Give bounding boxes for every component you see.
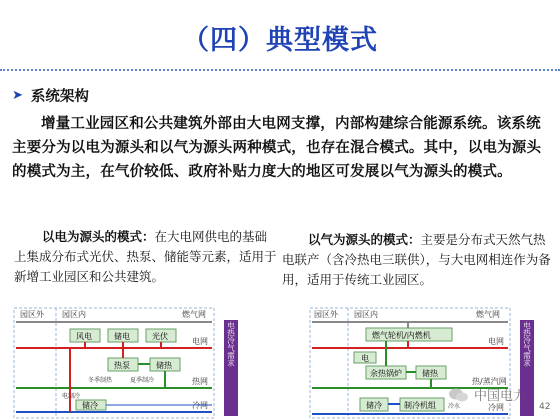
cold-water-label: 冷水: [448, 403, 461, 410]
chp-node: 燃气轮机/内燃机: [372, 331, 431, 340]
heat-pump-node: 热泵: [114, 361, 130, 370]
cold-net-label: 冷网: [192, 401, 208, 410]
storage-heat-node: 储热: [422, 369, 438, 378]
wechat-icon: [448, 387, 470, 403]
storage-elec-node: 储电: [114, 332, 130, 341]
zone-inside-label: 园区内: [62, 310, 86, 319]
section-heading: [12, 85, 89, 106]
electric-mode-label: 以电为源头的模式：: [42, 229, 155, 244]
arrow-bullet-icon: ➤: [12, 88, 23, 103]
zone-outside-label: 园区外: [314, 310, 338, 319]
title-divider: [0, 69, 560, 71]
demand-label: 电热冷气需求: [226, 321, 236, 367]
watermark-text: 中国电力: [474, 389, 527, 404]
gas-mode-description: [282, 230, 552, 290]
section-heading-text: 系统架构: [30, 89, 89, 105]
electric-mode-text: 在大电网供电的基础上集成分布式光伏、热泵、储能等元素，适用于新增工业园区和公共建筑。: [14, 229, 277, 284]
heat-net-label: 热网: [192, 377, 208, 386]
gas-mode-text: 主要是分布式天然气热电联产（含冷热电三联供），与大电网相连作为备用，适用于传统工业园区。: [282, 232, 551, 287]
demand-label: 电热冷气需求: [522, 321, 532, 367]
storage-cold-node: 储冷: [82, 401, 98, 410]
elec-cool-label: 电制冷: [62, 393, 81, 400]
electric-mode-description: [14, 227, 278, 287]
waste-heat-node: 余热锅炉: [370, 369, 402, 378]
power-net-label: 电网: [192, 337, 208, 346]
storage-heat-node: 储热: [156, 361, 172, 370]
electric-mode-diagram: [12, 304, 244, 420]
absorption-node: 制冷机组: [404, 401, 436, 410]
cold-net-label: 冷网: [488, 403, 504, 412]
page-title: （四）典型模式: [182, 25, 378, 56]
storage-cold-node: 储冷: [366, 401, 382, 410]
zone-inside-label: 园区内: [354, 310, 378, 319]
zone-outside-label: 园区外: [20, 310, 44, 319]
storage-elec-node: 电: [361, 354, 369, 363]
wind-node: 风电: [76, 332, 92, 341]
power-net-label: 电网: [488, 337, 504, 346]
gas-net-label: 燃气网: [476, 310, 500, 319]
pv-node: 光伏: [152, 332, 168, 341]
watermark: [448, 385, 526, 404]
gas-net-label: 燃气网: [182, 310, 206, 319]
body-paragraph: 增量工业园区和公共建筑外部由大电网支撑，内部构建综合能源系统。该系统主要分为以电为源头和以气为源头两种模式，也存在混合模式。其中，以电为源头的模式为主，在气价较低、政府补贴力度大的地区可发展以气为源头的模式。: [12, 116, 542, 180]
gas-mode-label: 以气为源头的模式：: [308, 232, 421, 247]
page-number: 42: [539, 402, 551, 412]
summer-cool-label: 夏季制冷: [130, 377, 155, 384]
winter-heat-label: 冬季制热: [88, 377, 113, 384]
heat-net-label: 热/蒸汽网: [472, 377, 507, 386]
